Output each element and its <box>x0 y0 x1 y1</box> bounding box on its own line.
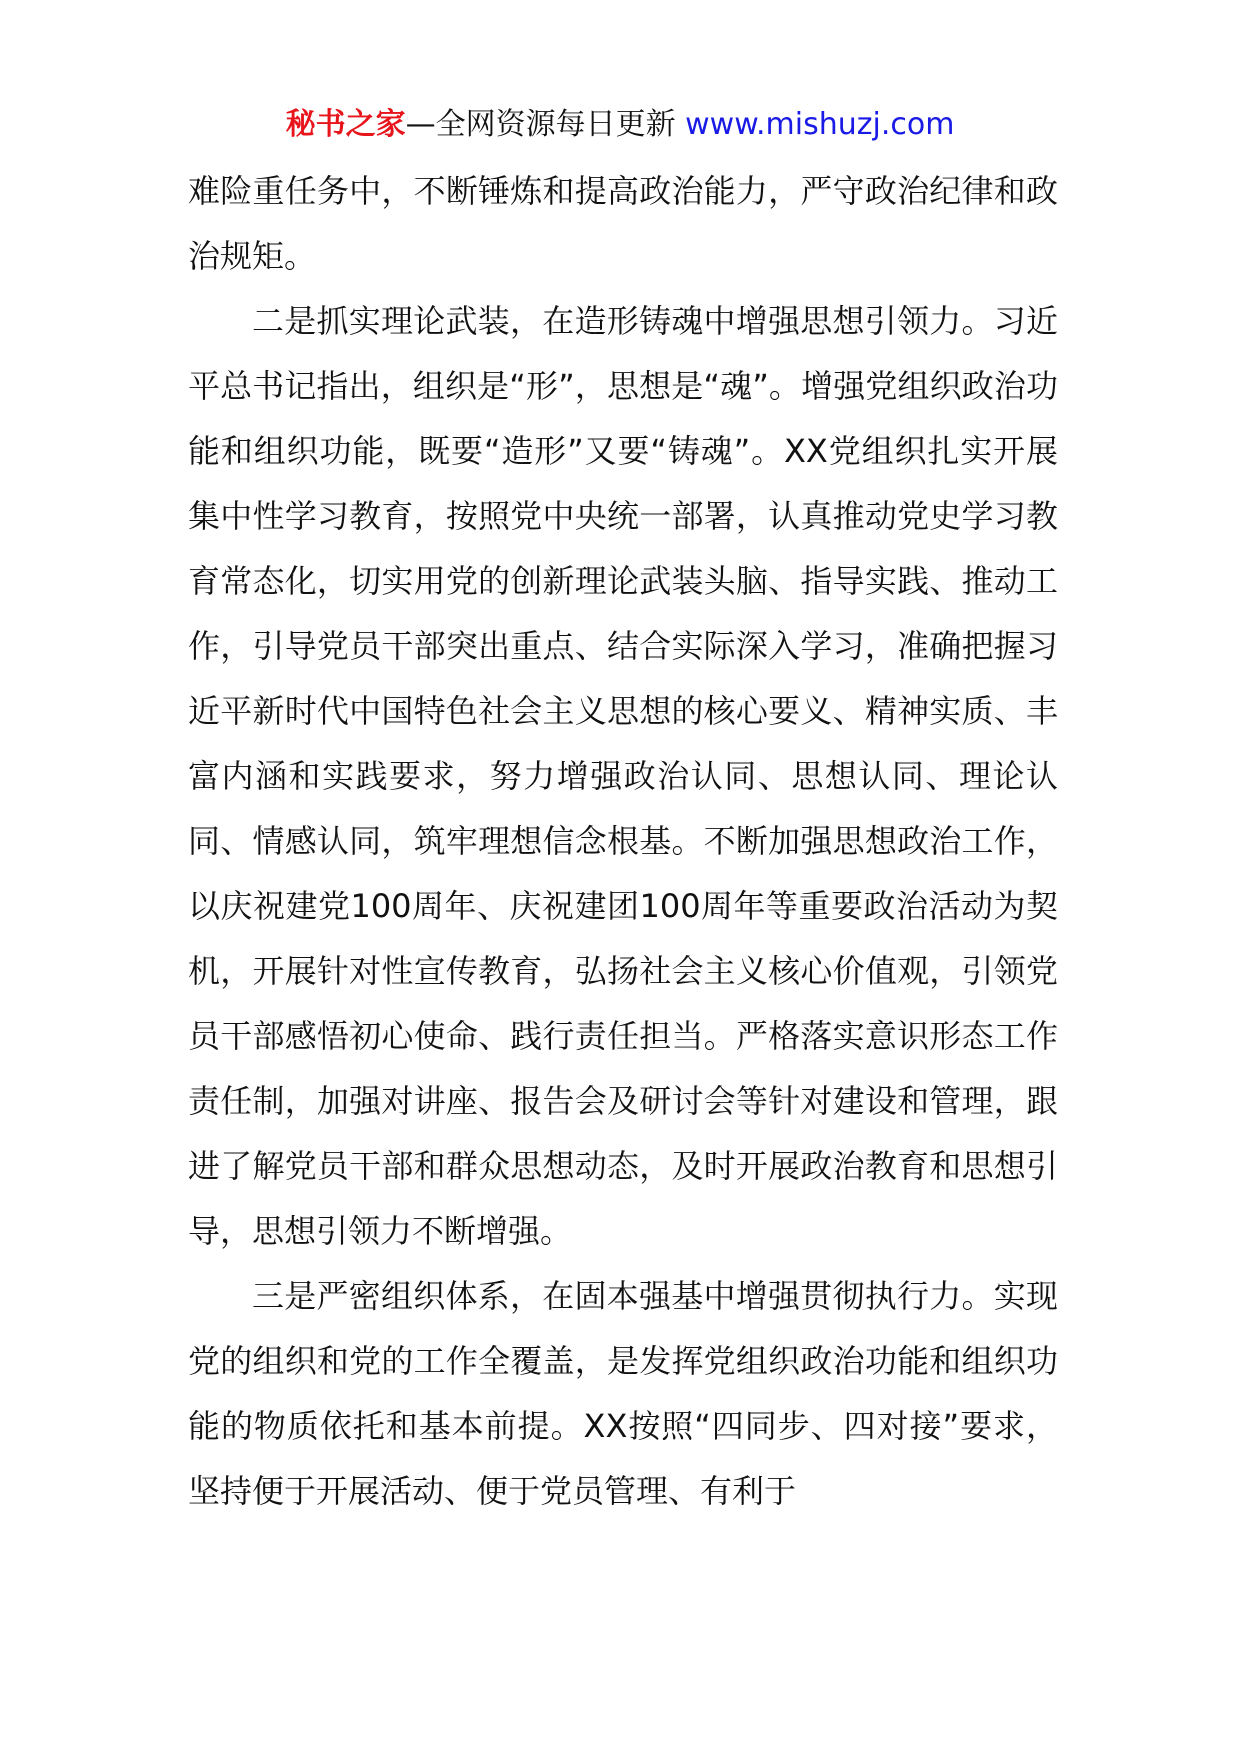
website-link[interactable]: www.mishuzj.com <box>685 107 955 142</box>
paragraph-continued: 难险重任务中，不断锤炼和提高政治能力，严守政治纪律和政治规矩。 <box>188 172 1058 275</box>
document-body <box>188 159 1058 1524</box>
header-tagline: —全网资源每日更新 <box>405 107 676 142</box>
paragraph-theory-armament: 二是抓实理论武装，在造形铸魂中增强思想引领力。习近平总书记指出，组织是“形”，思想是“魂”。增强党组织政治功能和组织功能，既要“造形”又要“铸魂”。XX党组织扎实开展集中性学习教育，按照党中央统一部署，认真推动党史学习教育常态化，切实用党的创新理论武装头脑、指导实践、推动工作，引导党员干部突出重点、结合实际深入学习，准确把握习近平新时代中国特色社会主义思想的核心要义、精神实质、丰富内涵和实践要求，努力增强政治认同、思想认同、理论认同、情感认同，筑牢理想信念根基。不断加强思想政治工作，以庆祝建党100周年、庆祝建团100周年等重要政治活动为契机，开展针对性宣传教育，弘扬社会主义核心价值观，引领党员干部感悟初心使命、践行责任担当。严格落实意识形态工作责任制，加强对讲座、报告会及研讨会等针对建设和管理，跟进了解党员干部和群众思想动态，及时开展政治教育和思想引导，思想引领力不断增强。 <box>188 302 1058 1250</box>
paragraph-organization-system: 三是严密组织体系，在固本强基中增强贯彻执行力。实现党的组织和党的工作全覆盖，是发挥党组织政治功能和组织功能的物质依托和基本前提。XX按照“四同步、四对接”要求，坚持便于开展活动、便于党员管理、有利于 <box>188 1277 1058 1510</box>
page-header <box>0 100 1240 150</box>
brand-name: 秘书之家 <box>285 107 406 142</box>
